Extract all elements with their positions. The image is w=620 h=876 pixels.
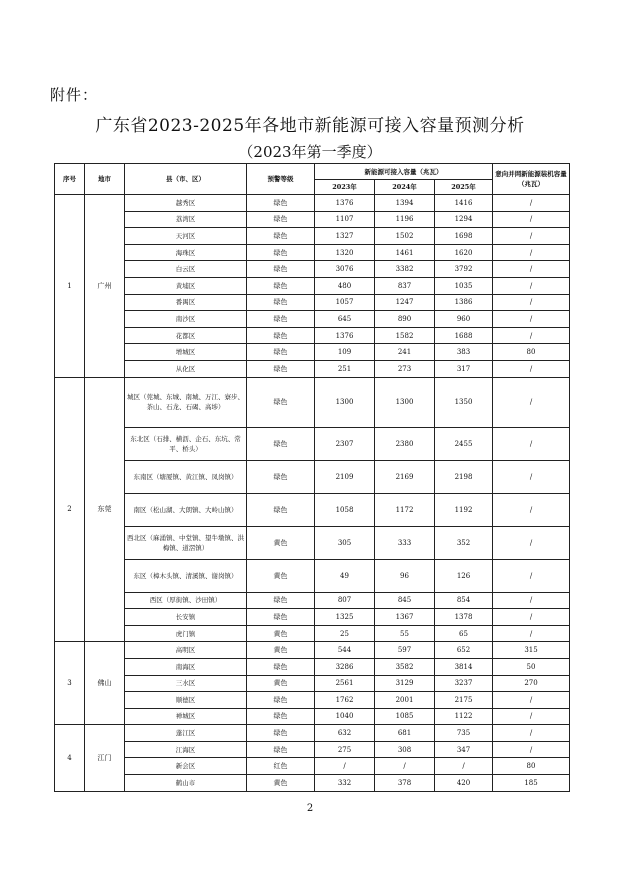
table-row [55, 195, 570, 212]
cell-2025: 1192 [435, 493, 493, 526]
cell-county: 长安镇 [125, 609, 247, 626]
cell-2023: 632 [315, 725, 375, 742]
capacity-table [54, 163, 570, 792]
cell-county: 高明区 [125, 642, 247, 659]
cell-2023: 109 [315, 344, 375, 361]
table-row [55, 277, 570, 294]
cell-warning-level: 绿色 [247, 460, 315, 493]
cell-2023: 1762 [315, 692, 375, 709]
header-city: 地市 [85, 164, 125, 195]
cell-warning-level: 绿色 [247, 725, 315, 742]
cell-seq: 1 [55, 195, 85, 378]
cell-city: 广州 [85, 195, 125, 378]
cell-warning-level: 黄色 [247, 642, 315, 659]
cell-2023: 332 [315, 775, 375, 792]
table-row [55, 559, 570, 592]
cell-2024: 378 [375, 775, 435, 792]
table-row [55, 228, 570, 245]
table-row [55, 658, 570, 675]
cell-grid-intent: / [493, 692, 570, 709]
cell-warning-level: 黄色 [247, 775, 315, 792]
cell-2025: 420 [435, 775, 493, 792]
cell-2025: 652 [435, 642, 493, 659]
cell-2023: 807 [315, 592, 375, 609]
cell-2024: 1196 [375, 211, 435, 228]
cell-county: 新会区 [125, 758, 247, 775]
cell-warning-level: 绿色 [247, 277, 315, 294]
cell-2024: 273 [375, 360, 435, 377]
cell-2024: 3582 [375, 658, 435, 675]
cell-grid-intent: / [493, 195, 570, 212]
header-2023: 2023年 [315, 180, 375, 195]
cell-county: 城区（莞城、东城、南城、万江、寮步、茶山、石龙、石碣、高埗） [125, 377, 247, 427]
cell-2025: 1416 [435, 195, 493, 212]
cell-2025: 1620 [435, 244, 493, 261]
table-row [55, 311, 570, 328]
cell-grid-intent: / [493, 360, 570, 377]
header-2024: 2024年 [375, 180, 435, 195]
cell-2023: 3286 [315, 658, 375, 675]
cell-warning-level: 绿色 [247, 327, 315, 344]
cell-2023: 1320 [315, 244, 375, 261]
cell-grid-intent: / [493, 294, 570, 311]
cell-county: 南沙区 [125, 311, 247, 328]
cell-2023: 1107 [315, 211, 375, 228]
cell-2023: 251 [315, 360, 375, 377]
cell-seq: 2 [55, 377, 85, 642]
cell-county: 天河区 [125, 228, 247, 245]
table-row [55, 261, 570, 278]
cell-county: 西区（厚街镇、沙田镇） [125, 592, 247, 609]
cell-2023: 1325 [315, 609, 375, 626]
cell-2024: 2380 [375, 427, 435, 460]
cell-2023: 25 [315, 625, 375, 642]
cell-warning-level: 绿色 [247, 427, 315, 460]
cell-2024: 845 [375, 592, 435, 609]
table-row [55, 625, 570, 642]
cell-grid-intent: / [493, 609, 570, 626]
cell-county: 三水区 [125, 675, 247, 692]
cell-2025: 347 [435, 741, 493, 758]
cell-2025: 1386 [435, 294, 493, 311]
cell-grid-intent: / [493, 493, 570, 526]
cell-2024: / [375, 758, 435, 775]
cell-county: 东北区（石排、横沥、企石、东坑、常平、桥头） [125, 427, 247, 460]
cell-county: 南海区 [125, 658, 247, 675]
cell-warning-level: 绿色 [247, 244, 315, 261]
table-row [55, 692, 570, 709]
table-row [55, 427, 570, 460]
cell-2025: 960 [435, 311, 493, 328]
document-title: 广东省2023-2025年各地市新能源可接入容量预测分析 [95, 116, 525, 136]
cell-2025: 1378 [435, 609, 493, 626]
cell-2024: 1394 [375, 195, 435, 212]
table-row [55, 344, 570, 361]
cell-2023: 1040 [315, 708, 375, 725]
cell-county: 白云区 [125, 261, 247, 278]
cell-warning-level: 绿色 [247, 360, 315, 377]
cell-2025: / [435, 758, 493, 775]
cell-2025: 2455 [435, 427, 493, 460]
cell-warning-level: 绿色 [247, 294, 315, 311]
cell-2023: 2561 [315, 675, 375, 692]
cell-grid-intent: / [493, 261, 570, 278]
cell-seq: 4 [55, 725, 85, 791]
cell-grid-intent: / [493, 211, 570, 228]
table-header [55, 164, 570, 195]
cell-grid-intent: / [493, 625, 570, 642]
cell-county: 鹤山市 [125, 775, 247, 792]
cell-2024: 837 [375, 277, 435, 294]
cell-warning-level: 黄色 [247, 675, 315, 692]
cell-county: 东南区（塘厦镇、黄江镇、凤岗镇） [125, 460, 247, 493]
cell-county: 花都区 [125, 327, 247, 344]
cell-2025: 3237 [435, 675, 493, 692]
cell-county: 番禺区 [125, 294, 247, 311]
table-row [55, 708, 570, 725]
cell-2023: 480 [315, 277, 375, 294]
cell-grid-intent: / [493, 559, 570, 592]
cell-grid-intent: 80 [493, 758, 570, 775]
cell-2025: 1688 [435, 327, 493, 344]
cell-2024: 1367 [375, 609, 435, 626]
cell-2023: 1327 [315, 228, 375, 245]
cell-warning-level: 绿色 [247, 195, 315, 212]
cell-2025: 3814 [435, 658, 493, 675]
table-row [55, 360, 570, 377]
cell-2024: 890 [375, 311, 435, 328]
cell-grid-intent: 80 [493, 344, 570, 361]
table-row [55, 460, 570, 493]
cell-grid-intent: / [493, 741, 570, 758]
cell-grid-intent: / [493, 277, 570, 294]
cell-county: 越秀区 [125, 195, 247, 212]
cell-warning-level: 绿色 [247, 658, 315, 675]
cell-county: 蓬江区 [125, 725, 247, 742]
cell-2024: 1085 [375, 708, 435, 725]
cell-2025: 1294 [435, 211, 493, 228]
cell-county: 顺德区 [125, 692, 247, 709]
cell-grid-intent: / [493, 725, 570, 742]
cell-2025: 1035 [435, 277, 493, 294]
cell-warning-level: 绿色 [247, 344, 315, 361]
cell-2024: 55 [375, 625, 435, 642]
cell-warning-level: 黄色 [247, 625, 315, 642]
cell-warning-level: 绿色 [247, 377, 315, 427]
cell-2023: 1376 [315, 327, 375, 344]
cell-seq: 3 [55, 642, 85, 725]
cell-2024: 681 [375, 725, 435, 742]
cell-warning-level: 绿色 [247, 211, 315, 228]
cell-2023: 49 [315, 559, 375, 592]
cell-2024: 308 [375, 741, 435, 758]
cell-2024: 2001 [375, 692, 435, 709]
cell-grid-intent: / [493, 427, 570, 460]
cell-2023: 1300 [315, 377, 375, 427]
cell-grid-intent: 315 [493, 642, 570, 659]
table-row [55, 592, 570, 609]
table-row [55, 741, 570, 758]
cell-grid-intent: / [493, 244, 570, 261]
cell-2023: / [315, 758, 375, 775]
cell-2024: 2169 [375, 460, 435, 493]
table-row [55, 377, 570, 427]
cell-2024: 1582 [375, 327, 435, 344]
cell-2023: 1376 [315, 195, 375, 212]
cell-grid-intent: / [493, 327, 570, 344]
cell-warning-level: 绿色 [247, 708, 315, 725]
cell-county: 增城区 [125, 344, 247, 361]
attachment-label: 附件： [50, 86, 99, 104]
cell-2025: 352 [435, 526, 493, 559]
cell-warning-level: 红色 [247, 758, 315, 775]
table-body [55, 195, 570, 792]
cell-city: 东莞 [85, 377, 125, 642]
cell-warning-level: 绿色 [247, 741, 315, 758]
cell-2025: 65 [435, 625, 493, 642]
cell-2025: 1350 [435, 377, 493, 427]
cell-county: 从化区 [125, 360, 247, 377]
cell-2024: 241 [375, 344, 435, 361]
cell-grid-intent: / [493, 460, 570, 493]
cell-2023: 1057 [315, 294, 375, 311]
cell-2024: 3382 [375, 261, 435, 278]
header-2025: 2025年 [435, 180, 493, 195]
cell-2024: 1461 [375, 244, 435, 261]
cell-2024: 597 [375, 642, 435, 659]
cell-county: 虎门镇 [125, 625, 247, 642]
document-subtitle: （2023年第一季度） [238, 143, 382, 161]
page-number: 2 [306, 803, 314, 814]
cell-grid-intent: / [493, 592, 570, 609]
cell-warning-level: 绿色 [247, 311, 315, 328]
cell-warning-level: 绿色 [247, 592, 315, 609]
header-capacity-group: 新能源可接入容量（兆瓦） [315, 164, 493, 180]
cell-warning-level: 绿色 [247, 609, 315, 626]
cell-county: 南区（松山湖、大朗镇、大岭山镇） [125, 493, 247, 526]
cell-2024: 333 [375, 526, 435, 559]
cell-county: 江海区 [125, 741, 247, 758]
cell-2024: 1247 [375, 294, 435, 311]
cell-grid-intent: / [493, 708, 570, 725]
cell-grid-intent: 185 [493, 775, 570, 792]
cell-city: 江门 [85, 725, 125, 791]
cell-city: 佛山 [85, 642, 125, 725]
table-row [55, 609, 570, 626]
cell-2025: 126 [435, 559, 493, 592]
cell-2025: 735 [435, 725, 493, 742]
header-grid-intent: 意向并网新能源装机容量（兆瓦） [493, 164, 570, 195]
cell-2025: 2198 [435, 460, 493, 493]
cell-warning-level: 绿色 [247, 228, 315, 245]
table-row [55, 675, 570, 692]
cell-warning-level: 黄色 [247, 526, 315, 559]
cell-2025: 2175 [435, 692, 493, 709]
cell-grid-intent: 50 [493, 658, 570, 675]
cell-2024: 1172 [375, 493, 435, 526]
cell-2025: 1698 [435, 228, 493, 245]
cell-2024: 3129 [375, 675, 435, 692]
table-row [55, 294, 570, 311]
cell-county: 东区（樟木头镇、清溪镇、谢岗镇） [125, 559, 247, 592]
cell-2024: 96 [375, 559, 435, 592]
cell-2024: 1300 [375, 377, 435, 427]
table-row [55, 775, 570, 792]
table-row [55, 211, 570, 228]
cell-2023: 2109 [315, 460, 375, 493]
cell-2025: 1122 [435, 708, 493, 725]
table-row [55, 642, 570, 659]
header-warning-level: 预警等级 [247, 164, 315, 195]
cell-county: 荔湾区 [125, 211, 247, 228]
cell-2025: 317 [435, 360, 493, 377]
cell-warning-level: 绿色 [247, 261, 315, 278]
cell-2024: 1502 [375, 228, 435, 245]
cell-2023: 3076 [315, 261, 375, 278]
cell-grid-intent: / [493, 377, 570, 427]
cell-grid-intent: / [493, 311, 570, 328]
cell-2023: 305 [315, 526, 375, 559]
cell-warning-level: 绿色 [247, 692, 315, 709]
table-row [55, 725, 570, 742]
cell-county: 海珠区 [125, 244, 247, 261]
cell-grid-intent: / [493, 526, 570, 559]
cell-2025: 3792 [435, 261, 493, 278]
cell-2023: 275 [315, 741, 375, 758]
table-row [55, 758, 570, 775]
cell-county: 禅城区 [125, 708, 247, 725]
cell-grid-intent: 270 [493, 675, 570, 692]
cell-2023: 1058 [315, 493, 375, 526]
cell-2023: 544 [315, 642, 375, 659]
cell-warning-level: 绿色 [247, 493, 315, 526]
cell-2023: 2307 [315, 427, 375, 460]
table-row [55, 526, 570, 559]
cell-2025: 383 [435, 344, 493, 361]
table-row [55, 493, 570, 526]
table-row [55, 327, 570, 344]
cell-grid-intent: / [493, 228, 570, 245]
cell-2025: 854 [435, 592, 493, 609]
header-seq: 序号 [55, 164, 85, 195]
header-county: 县（市、区） [125, 164, 247, 195]
table-row [55, 244, 570, 261]
cell-2023: 645 [315, 311, 375, 328]
cell-county: 黄埔区 [125, 277, 247, 294]
cell-county: 西北区（麻涌镇、中堂镇、望牛墩镇、洪梅镇、道滘镇） [125, 526, 247, 559]
cell-warning-level: 黄色 [247, 559, 315, 592]
